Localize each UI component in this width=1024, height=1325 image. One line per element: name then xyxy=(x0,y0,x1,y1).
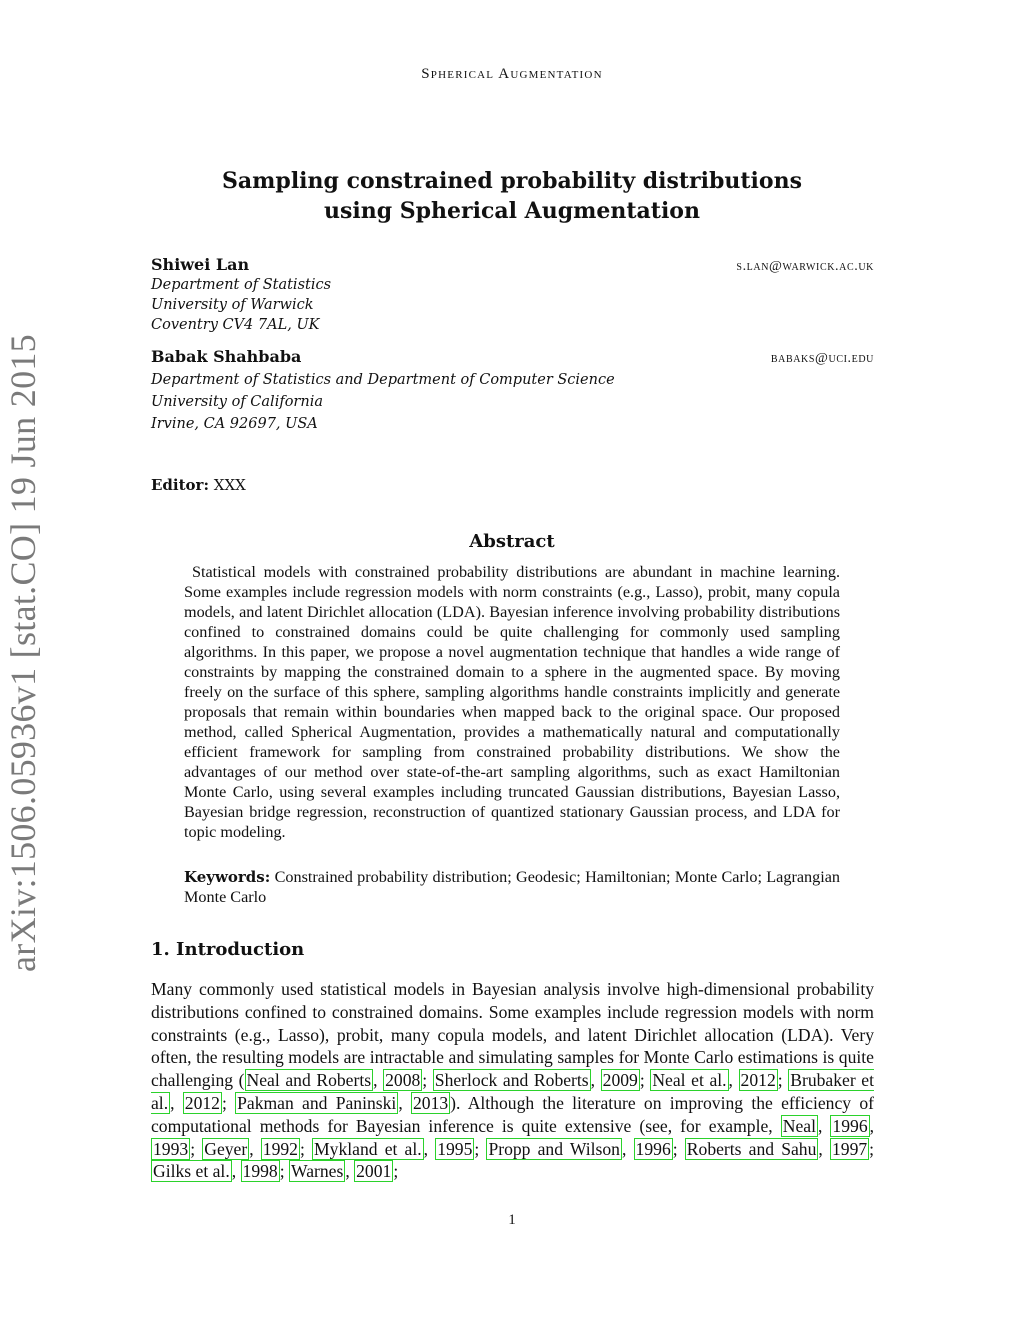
citation-link[interactable]: Pakman and Paninski xyxy=(237,1092,397,1113)
arxiv-stamp xyxy=(2,334,82,972)
author-1 xyxy=(151,255,874,335)
citation-link[interactable]: 1993 xyxy=(153,1138,189,1159)
citation-link[interactable]: 2001 xyxy=(356,1161,392,1182)
page-number: 1 xyxy=(508,1212,516,1228)
citation-link[interactable]: 2012 xyxy=(184,1092,220,1113)
keywords-label: Keywords: xyxy=(184,868,271,886)
citation-link[interactable]: 2012 xyxy=(740,1070,776,1091)
citation-link[interactable]: Sherlock and Roberts xyxy=(434,1070,589,1091)
author-2 xyxy=(151,347,874,434)
citation-link[interactable]: 1997 xyxy=(831,1138,868,1159)
citation-link[interactable]: Geyer xyxy=(204,1138,248,1159)
citation-link[interactable]: Neal et al. xyxy=(652,1070,727,1091)
citation-link[interactable]: 2009 xyxy=(602,1070,638,1091)
citation-link[interactable]: Propp and Wilson xyxy=(488,1138,620,1159)
editor-line xyxy=(151,476,246,494)
title-line-2: using Spherical Augmentation xyxy=(324,198,700,224)
citation-link[interactable]: Roberts and Sahu xyxy=(686,1138,817,1159)
abstract-text: Statistical models with constrained probability distributions are abundant in machine learning. Some examples include regression models with norm constraints (e.g., Lasso), probit, many copula models, and latent Dirichlet allocation (LDA). Bayesian inference involving probability distributions confined to constrained domains could be quite challenging for commonly used sampling algorithms. In this paper, we propose a novel augmentation technique that handles a wide range of constraints by mapping the constrained domain to a sphere in the augmented space. By moving freely on the surface of this sphere, sampling algorithms handle constraints implicitly and generate proposals that remain within boundaries when mapped back to the original space. Our proposed method, called Spherical Augmentation, provides a mathematically natural and computationally efficient framework for sampling from constrained probability distributions. We show the advantages of our method over state-of-the-art sampling algorithms, such as exact Hamiltonian Monte Carlo, using several examples including truncated Gaussian distributions, Bayesian Lasso, Bayesian bridge regression, reconstruction of quantized stationary Gaussian process, and LDA for topic modeling. xyxy=(184,563,840,841)
citation-link[interactable]: 1996 xyxy=(832,1115,868,1136)
keywords-text: Constrained probability distribution; Geodesic; Hamiltonian; Monte Carlo; Lagrangian Monte Carlo xyxy=(184,868,840,906)
abstract-heading: Abstract xyxy=(469,531,555,552)
citation-link[interactable]: Neal and Roberts xyxy=(246,1070,372,1091)
keywords xyxy=(184,867,840,907)
affiliation-line: Department of Statistics xyxy=(151,277,332,293)
affiliation-line: Department of Statistics and Department of Computer Science xyxy=(151,372,615,388)
author-name: Babak Shahbaba xyxy=(151,347,302,366)
citation-link[interactable]: 1992 xyxy=(262,1138,298,1159)
editor-label: Editor: xyxy=(151,476,209,494)
title-line-1: Sampling constrained probability distributions xyxy=(222,168,802,194)
affiliation-line: University of California xyxy=(151,394,323,410)
author-name: Shiwei Lan xyxy=(151,255,250,274)
citation-link[interactable]: Warnes xyxy=(291,1161,344,1182)
citation-link[interactable]: Mykland et al. xyxy=(314,1138,422,1159)
citation-link[interactable]: 1996 xyxy=(635,1138,671,1159)
affiliation-line: Irvine, CA 92697, USA xyxy=(151,416,318,432)
intro-text-2: ). Although the literature on improving the efficiency of computational methods for Bayesian inference is quite extensive (see, for example, xyxy=(151,1092,874,1136)
intro-text-1: Many commonly used statistical models in Bayesian analysis involve high-dimensional probability distributions confined to constrained domains. Some examples include regression models with norm constraints (e.g., Lasso), probit, many copula models, and latent Dirichlet allocation (LDA). Very often, the resulting models are intractable and simulating samples for Monte Carlo estimations is quite challenging ( xyxy=(151,979,874,1091)
author-email[interactable]: babaks@uci.edu xyxy=(770,351,874,366)
citation-link[interactable]: 2008 xyxy=(385,1070,421,1091)
citation-link[interactable]: 1995 xyxy=(437,1138,473,1159)
editor-value: XXX xyxy=(213,476,246,494)
citation-link[interactable]: Brubaker et al. xyxy=(151,1070,874,1113)
arxiv-identifier: arXiv:1506.05936v1 [stat.CO] 19 Jun 2015 xyxy=(3,334,43,972)
paper-title xyxy=(150,166,874,226)
citation-link[interactable]: Gilks et al. xyxy=(153,1161,230,1182)
introduction-paragraph: Many commonly used statistical models in Bayesian analysis involve high-dimensional probability distributions confined to constrained domains. Some examples include regression models with norm constraints (e.g., Lasso), probit, many copula models, and latent Dirichlet allocation (LDA). Very often, the resulting models are intractable and simulating samples for Monte Carlo estimations is quite challenging ( Neal and Roberts , 2008 ; Sherlock and Roberts , 2009 ; Neal et al. , 2012 ; Brubaker et al. , 2012 ; Pakman and Paninski , 2013 ). Although the literature on improving the efficiency of computational methods for Bayesian inference is quite extensive (see, for example, Neal , 1996 , 1993 ; Geyer , 1992 ; Mykland et al. , 1995 ; Propp and Wilson , 1996 ; Roberts and Sahu , 1997 ; Gilks et al. , 1998 ; Warnes , 2001 ; xyxy=(151,979,875,1182)
affiliation-line: University of Warwick xyxy=(151,297,314,313)
section-heading: 1. Introduction xyxy=(151,939,305,960)
running-head: Spherical Augmentation xyxy=(421,66,603,82)
citation-link[interactable]: 2013 xyxy=(412,1092,449,1113)
author-email[interactable]: s.lan@warwick.ac.uk xyxy=(736,259,874,274)
citation-link[interactable]: 1998 xyxy=(242,1161,278,1182)
citation-link[interactable]: Neal xyxy=(782,1115,816,1136)
affiliation-line: Coventry CV4 7AL, UK xyxy=(151,317,320,333)
